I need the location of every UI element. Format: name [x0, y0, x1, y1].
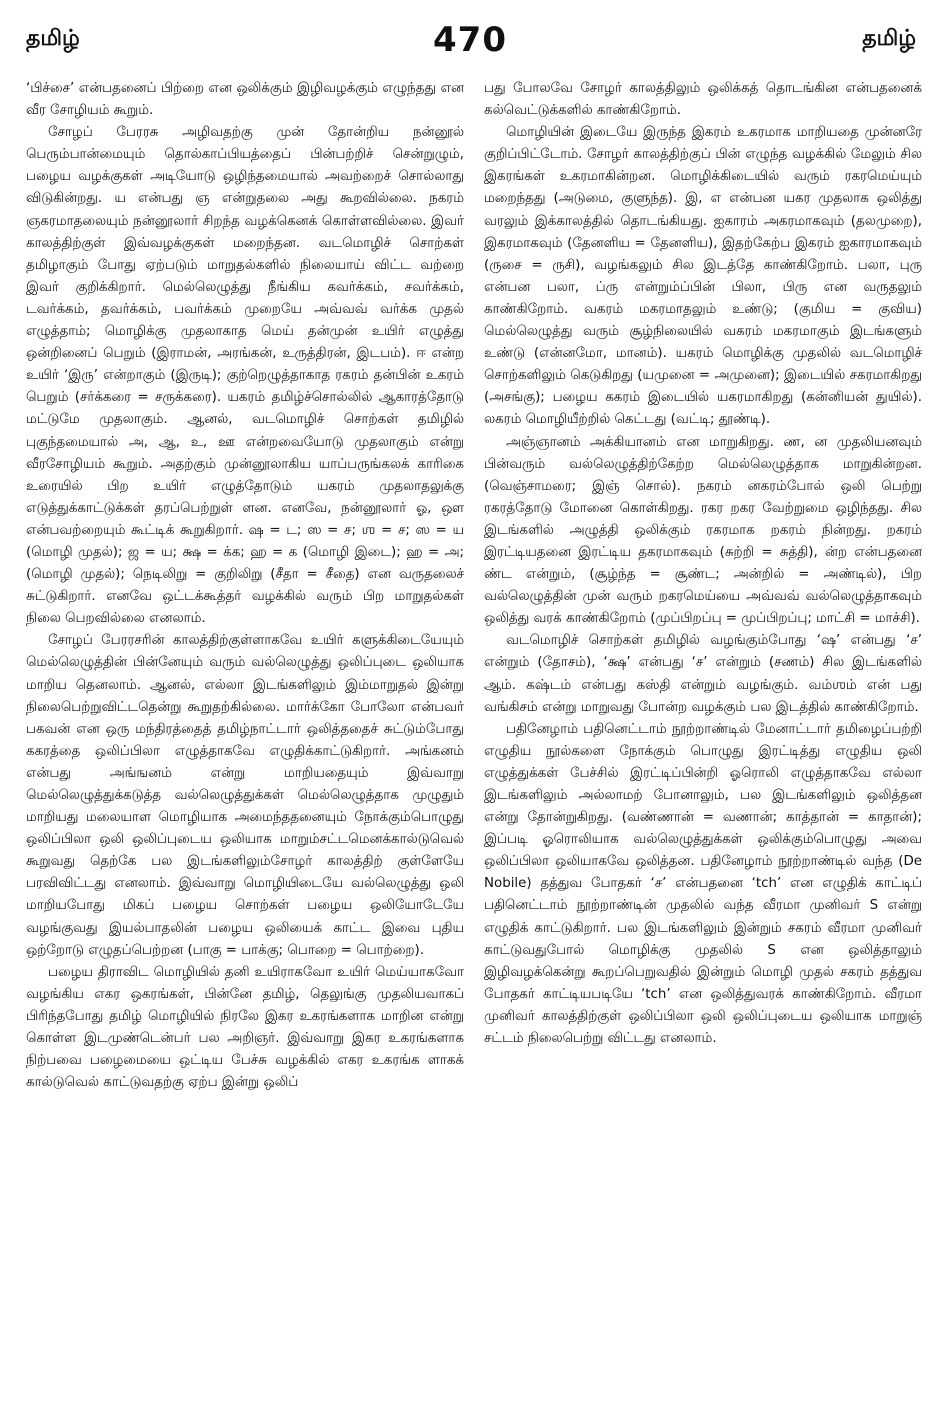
- paragraph: சோழப் பேரரசரின் காலத்திற்குள்ளாகவே உயிர் களுக்கிடையேயும் மெல்லெழுத்தின் பின்னேயும் வரும் வல்லெழுத்து ஒலிப்புடை ஒலியாக மாறிய தெனலாம். ஆனல், எல்லா இடங்களிலும் இம்மாறுதல் இன்று நிலைபெற்றுவிட்டதென்று கூறுதற்கில்லை. மார்க்கோ போலோ என்பவர் பகவன் என ஒரு மந்திரத்தைத் தமிழ்நாட்டார் ஒலித்ததைச் சுட்டும்போது ககரத்தை ஒலிப்பிலா எழுத்தாகவே எழுதிக்காட்டுகிறார். அங்கனம் என்பது அங்ஙனம் என்று மாறியதையும் இவ்வாறு மெல்லெழுத்துக்கடுத்த வல்லெழுத்துக்கள் மெல்லெழுத்தாக முழுதும் மாறியது மலையாள மொழியாக அமைந்ததனையும் நோக்கும்பொழுது ஒலிப்பிலா ஒலி ஒலிப்புடைய ஒலியாக மாறும்சட்டமெனக்கால்டுவெல் கூறுவது தெற்கே பல இடங்களிலும்சோழர் காலத்திற் குள்ளேயே பரவிவிட்டது எனலாம். இவ்வாறு மொழியிடையே வல்லெழுத்து ஒலி மாறியபோது மிகப் பழைய சொற்கள் பழைய ஒலியோடேயே வழங்குவது இயல்பாதலின் பழைய ஒலியைக் காட்ட இவை புதிய ஒற்றோடு எழுதப்பெற்றன (பாகு = பாக்கு; பொறை = பொற்றை).: [26, 633, 464, 958]
- paragraph: மொழியின் இடையே இருந்த இகரம் உகரமாக மாறியதை முன்னரே குறிப்பிட்டோம். சோழர் காலத்திற்குப் பின் எழுந்த வழக்கில் மேலும் சில இகரங்கள் உகரமாகின்றன. மொழிக்கிடையில் வரும் ரகரமெய்யும் மறைந்தது (அடுமை, குளுந்த). இ, எ என்பன யகர முதலாக ஒலித்து வரலும் இக்காலத்தில் தொடங்கியது. ஐகாரம் அகரமாகவும் (தலமுறை), இகரமாகவும் (தேனளிய = தேனளிய), இதற்கேற்ப இகரம் ஐகாரமாகவும் (ருசை = ருசி), வழங்கலும் சில இடத்தே காண்கிறோம். பலா, புரு என்பன பலா, ப்ரு என்றும்ப்பின் பிலா, பிரு என வருதலும் காண்கிறோம். வகரம் மகரமாதலும் உண்டு; (குமிய = குவிய) மெல்லெழுத்து வரும் சூழ்நிலையில் வகரம் மகரமாகும் இடங்களும் உண்டு (என்னமோ, மானம்). யகரம் மொழிக்கு முதலில் வடமொழிச் சொற்களிலும் கெடுகிறது (யமுனை = அமுனை); இடையில் சகரமாகிறது (அசங்கு); பழைய ககரம் இடையில் யகரமாகிறது (கன்னியன் துயில்). லகரம் மொழியீற்றில் கெட்டது (வட்டி; தூண்டி).: [484, 125, 922, 428]
- page-number: 470: [433, 20, 507, 60]
- paragraph: ‘பிச்சை’ என்பதனைப் பிற்றை என ஒலிக்கும் இழிவழக்கும் எழுந்தது என வீர சோழியம் கூறும்.: [26, 81, 464, 119]
- paragraph: பது போலவே சோழர் காலத்திலும் ஒலிக்கத் தொடங்கின என்பதனைக் கல்வெட்டுக்களில் காண்கிறோம்.: [484, 81, 922, 119]
- left-column: [26, 78, 464, 1094]
- paragraph: சோழப் பேரரசு அழிவதற்கு முன் தோன்றிய நன்னூல் பெரும்பான்மையும் தொல்காப்பியத்தைப் பின்பற்றிச் சென்றுழும், பழைய வழக்குகள் அடியோடு ஒழிந்தமையால் அவற்றைச் சொல்லாது விடுகின்றது. ய என்பது ஞ என்றுதலை அது கூறவில்லை. நகரம் ஞகரமாதலையும் நன்னூலார் சிறந்த வழக்கெனக் கொள்ளவில்லை. இவர் காலத்திற்குள் இவ்வழக்குகள் மறைந்தன. வடமொழிச் சொற்கள் தமிழாகும் போது ஏற்படும் மாறுதல்களில் நிலையாய் விட்ட வற்றை இவர் குறிக்கிறார். மெல்லெழுத்து நீங்கிய கவர்க்கம், சவர்க்கம், டவர்க்கம், தவர்க்கம், பவர்க்கம் முறையே அவ்வவ் வர்க்க முதல் எழுத்தாம்; மொழிக்கு முதலாகாத மெய் தன்முன் உயிர் எழுத்து ஒன்றினைப் பெறும் (இராமன், அரங்கன், உருத்திரன், இடபம்). ஈ என்ற உயிர் ‘இரு’ என்றாகும் (இருடி); குற்றெழுத்தாகாத ரகரம் தன்பின் உகரம் பெறும் (சர்க்கரை = சருக்கரை). யகரம் தமிழ்ச்சொல்லில் ஆகாரத்தோடு மட்டுமே முதலாகும். ஆனல், வடமொழிச் சொற்கள் தமிழில் புகுந்தமையால் அ, ஆ, உ, ஊ என்றவையோடு முதலாகும் என்று வீரசோழியம் கூறும். அதற்கும் முன்னூலாகிய யாப்பருங்கலக் காரிகை உரையில் பிற உயிர் எழுத்தோடும் யகரம் முதலாதலுக்கு எடுத்துக்காட்டுக்கள் தரப்பெற்றுள் ளன. எனவே, நன்னூலார் ஓ, ஔ என்பவற்றையும் கூட்டிக் கூறுகிறார். ஷ = ட; ஸ = ச; ஶ = ச; ஸ = ய (மொழி முதல்); ஜ = ய; க்ஷ = க்க; ஹ = க (மொழி இடை); ஹ = அ; (மொழி முதல்); நெடிலிறு = குறிலிறு (சீதா = சீதை) என வருதலைச் சுட்டுகிறார். எனவே ஒட்டக்கூத்தர் வழக்கில் வரும் பிற மாறுதல்கள் நிலை பெறவில்லை எனலாம்.: [26, 125, 464, 627]
- right-column: [484, 78, 922, 1050]
- paragraph: வடமொழிச் சொற்கள் தமிழில் வழங்கும்போது ‘ஷ’ என்பது ‘ச’ என்றும் (தோசம்), ‘க்ஷ’ என்பது ‘ச’ என்றும் (சணம்) சில இடங்களில் ஆம். கஷ்டம் என்பது கஸ்தி என்றும் வழங்கும். வம்ஶம் என் பது வங்கிசம் என்று மாறுவது போன்ற வழக்கும் பல இடத்தில் காண்கிறோம்.: [484, 633, 922, 715]
- paragraph: பதினேழாம் பதினெட்டாம் நூற்றாண்டில் மேனாட்டார் தமிழைப்பற்றி எழுதிய நூல்களை நோக்கும் பொழுது இரட்டித்து எழுதிய ஒலி எழுத்துக்கள் பேச்சில் இரட்டிப்பின்றி ஓரொலி எழுத்தாகவே எல்லா இடங்களிலும் அல்லாமற் போனாலும், பல இடங்களிலும் ஒலித்தன என்று தோன்றுகிறது. (வண்ணான் = வணான்; காத்தான் = காதான்); இப்படி ஓரொலியாக வல்லெழுத்துக்கள் ஒலிக்கும்பொழுது அவை ஒலிப்பிலா ஒலியாகவே ஒலித்தன. பதினேழாம் நூற்றாண்டில் வந்த (De Nobile) தத்துவ போதகர் ‘ச’ என்பதனை ‘tch’ என எழுதிக் காட்டிப் பதினெட்டாம் நூற்றாண்டின் முதலில் வந்த வீரமா முனிவர் S என்று எழுதிக் காட்டுகிறார். பல இடங்களிலும் இன்றும் சகரம் வீரமா முனிவர் காட்டுவதுபோல் மொழிக்கு முதலில் S என ஒலித்தாலும் இழிவழக்கென்று கூறப்பெறுவதில் இன்றும் மொழி முதல் சகரம் தத்துவ போதகர் காட்டியபடியே ‘tch’ என ஒலித்துவரக் காண்கிறோம். வீரமா முனிவர் காலத்திற்குள் ஒலிப்பிலா ஒலி ஒலிப்புடைய ஒலியாக மாறுஞ் சட்டம் நிலைபெற்று விட்டது எனலாம்.: [484, 721, 922, 1047]
- paragraph: பழைய திராவிட மொழியில் தனி உயிராகவோ உயிர் மெய்யாகவோ வழங்கிய எகர ஒகரங்கள், பின்னே தமிழ், தெலுங்கு முதலியவாகப் பிரிந்தபோது தமிழ் மொழியில் நிரலே இகர உகரங்களாக மாறின என்று கொள்ள இடமுண்டென்பர் பல அறிஞர். இவ்வாறு இகர உகரங்களாக நிற்பவை பழைமையை ஒட்டிய பேச்சு வழக்கில் எகர உகரங்க ளாகக் கால்டுவெல் காட்டுவதற்கு ஏற்ப இன்று ஒலிப்: [26, 964, 464, 1091]
- running-head-right: தமிழ்: [862, 26, 916, 51]
- running-head-left: தமிழ்: [26, 26, 80, 51]
- paragraph: அஞ்ஞானம் அக்கியானம் என மாறுகிறது. ண, ன முதலியனவும் பின்வரும் வல்லெழுத்திற்கேற்ற மெல்லெழுத்தாக மாறுகின்றன. (வெஞ்சாமரை; இஞ் சொல்). நகரம் னகரம்போல் ஒலி பெற்று ரகரத்தோடு மோனை கொள்கிறது. ரகர றகர வேற்றுமை ஒழிந்தது. சில இடங்களில் அழுத்தி ஒலிக்கும் ரகரமாக றகரம் நின்றது. றகரம் இரட்டியதனை இரட்டிய தகரமாகவும் (சுற்றி = சுத்தி), ன்ற என்பதனை ண்ட என்றும், (சூழ்ந்த = சூண்ட; அன்றில் = அண்டில்), பிற வல்லெழுத்தின் முன் வரும் றகரமெய்யை அவ்வவ் வல்லெழுத்தாகவும் ஒலித்து வரக் காண்கிறோம் (முப்பிறப்பு = முப்பிறப்பு; மாட்சி = மாச்சி).: [484, 434, 922, 627]
